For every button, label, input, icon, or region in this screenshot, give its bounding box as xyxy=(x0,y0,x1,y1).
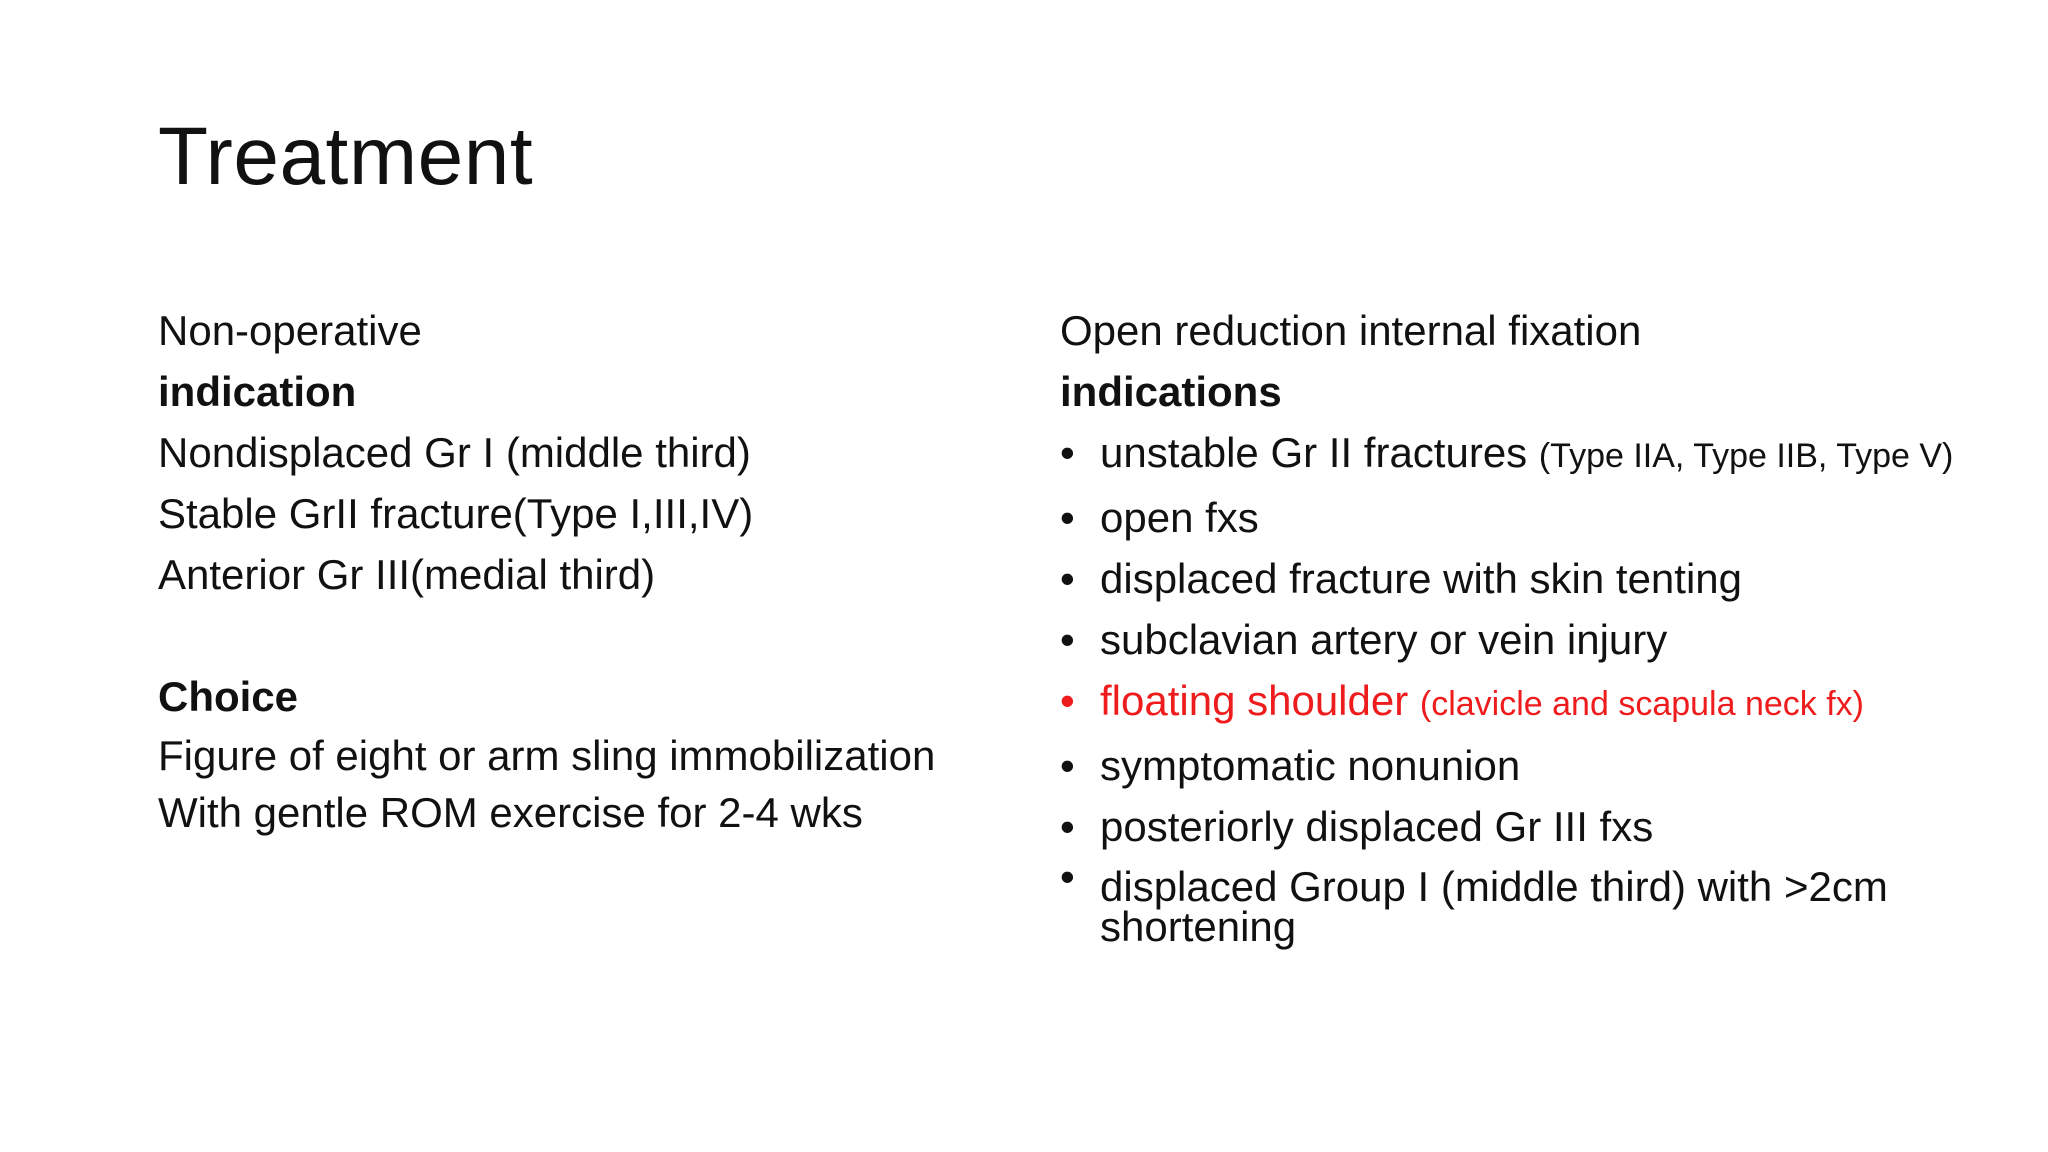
bullet-icon: • xyxy=(1060,803,1075,850)
orif-heading: Open reduction internal fixation xyxy=(1060,307,1642,354)
list-item-text: symptomatic nonunion xyxy=(1100,742,1521,789)
list-item-highlighted xyxy=(1060,670,2020,735)
non-operative-column xyxy=(158,300,1038,841)
bullet-icon: • xyxy=(1060,677,1075,724)
list-item-text: subclavian artery or vein injury xyxy=(1100,616,1668,663)
list-item-text: displaced Group I (middle third) with >2cm shortening xyxy=(1100,863,1888,950)
orif-indications-heading: indications xyxy=(1060,368,1282,415)
list-item-text: displaced fracture with skin tenting xyxy=(1100,555,1742,602)
bullet-icon: • xyxy=(1060,742,1075,789)
list-item xyxy=(1060,422,2020,487)
non-operative-item: Stable GrII fracture(Type I,III,IV) xyxy=(158,490,754,537)
bullet-icon: • xyxy=(1060,853,1075,900)
list-item xyxy=(1060,796,2020,857)
bullet-icon: • xyxy=(1060,429,1075,476)
non-operative-item: Nondisplaced Gr I (middle third) xyxy=(158,429,751,476)
bullet-icon: • xyxy=(1060,494,1075,541)
list-item xyxy=(1060,853,2020,950)
list-item-text: open fxs xyxy=(1100,494,1259,541)
list-item-text: floating shoulder xyxy=(1100,677,1409,724)
orif-column xyxy=(1060,300,2020,950)
list-item xyxy=(1060,548,2020,609)
list-item xyxy=(1060,609,2020,670)
list-item-text: unstable Gr II fractures xyxy=(1100,429,1528,476)
choice-line: With gentle ROM exercise for 2-4 wks xyxy=(158,789,863,836)
non-operative-indication-heading: indication xyxy=(158,368,357,415)
list-item-note: (Type IIA, Type IIB, Type V) xyxy=(1538,437,1954,475)
orif-indications-list xyxy=(1060,422,2020,950)
non-operative-heading: Non-operative xyxy=(158,307,422,354)
list-item xyxy=(1060,487,2020,548)
list-item-note: (clavicle and scapula neck fx) xyxy=(1419,685,1864,723)
bullet-icon: • xyxy=(1060,616,1075,663)
list-item xyxy=(1060,735,2020,796)
list-item-text: posteriorly displaced Gr III fxs xyxy=(1100,803,1654,850)
choice-line: Figure of eight or arm sling immobilization xyxy=(158,732,936,779)
choice-heading: Choice xyxy=(158,673,299,720)
non-operative-item: Anterior Gr III(medial third) xyxy=(158,551,656,598)
spacer xyxy=(158,605,1038,666)
slide-title: Treatment xyxy=(158,111,534,202)
bullet-icon: • xyxy=(1060,555,1075,602)
